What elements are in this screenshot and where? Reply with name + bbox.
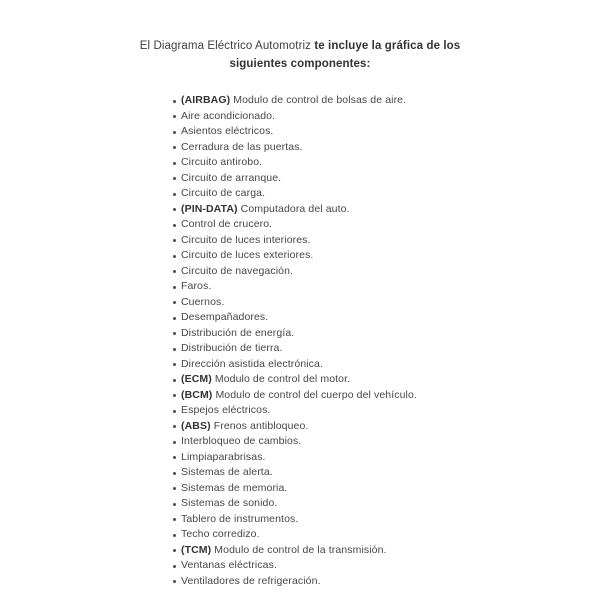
component-text: Sistemas de sonido.: [181, 497, 278, 509]
list-item: [181, 186, 560, 202]
component-text: Espejos eléctricos.: [181, 404, 271, 416]
list-item: [181, 202, 560, 218]
list-item: [181, 310, 560, 326]
component-text: Circuito de luces interiores.: [181, 233, 311, 246]
list-item: [181, 543, 560, 559]
component-text: Frenos antibloqueo.: [213, 419, 309, 432]
list-item: [181, 233, 560, 249]
list-item: [181, 527, 560, 543]
list-item: [181, 388, 560, 404]
component-text: Circuito de arranque.: [181, 171, 282, 184]
list-item: [181, 248, 560, 264]
component-code: (BCM): [181, 388, 213, 401]
list-item: [181, 419, 560, 435]
component-text: Distribución de tierra.: [181, 342, 283, 354]
component-text: Control de crucero.: [181, 218, 273, 230]
component-list: [0, 93, 600, 589]
list-item: [181, 93, 560, 109]
list-item: [181, 217, 560, 233]
component-text: Sistemas de memoria.: [181, 481, 288, 494]
list-item: [181, 171, 560, 187]
component-text: Asientos eléctricos.: [181, 125, 274, 137]
component-text: Dirección asistida electrónica.: [181, 357, 323, 370]
component-text: Tablero de instrumentos.: [181, 512, 299, 525]
component-text: Ventiladores de refrigeración.: [181, 574, 321, 587]
component-text: Sistemas de alerta.: [181, 466, 273, 478]
list-item: [181, 109, 560, 125]
list-item: [181, 403, 560, 419]
component-code: (PIN-DATA): [181, 202, 238, 215]
list-item: [181, 372, 560, 388]
component-text: Interbloqueo de cambios.: [181, 435, 302, 447]
list-item: [181, 465, 560, 481]
component-text: Cuernos.: [181, 295, 225, 308]
component-text: Modulo de control del cuerpo del vehículo.: [215, 388, 417, 401]
component-text: Desempañadores.: [181, 311, 269, 323]
list-item: [181, 264, 560, 280]
component-text: Techo corredizo.: [181, 528, 260, 540]
component-text: Modulo de control de la transmisión.: [214, 543, 387, 556]
list-item: [181, 357, 560, 373]
list-item: [181, 341, 560, 357]
component-code: (TCM): [181, 543, 212, 556]
component-code: (ECM): [181, 373, 212, 385]
page-title: [119, 38, 481, 73]
list-item: [181, 496, 560, 512]
component-text: Faros.: [181, 280, 212, 292]
list-item: [181, 279, 560, 295]
list-item: [181, 295, 560, 311]
component-text: Distribución de energía.: [181, 326, 295, 339]
component-text: Aire acondicionado.: [181, 109, 276, 122]
component-text: Circuito de luces exteriores.: [181, 249, 314, 261]
list-item: [181, 450, 560, 466]
list-item: [181, 140, 560, 156]
list-item: [181, 574, 560, 590]
component-text: Computadora del auto.: [240, 202, 350, 215]
component-code: (AIRBAG): [181, 94, 231, 106]
component-text: Ventanas eléctricas.: [181, 559, 277, 571]
component-text: Circuito de carga.: [181, 187, 266, 199]
list-item: [181, 155, 560, 171]
component-text: Circuito de navegación.: [181, 264, 294, 277]
component-text: Modulo de control del motor.: [214, 373, 351, 385]
list-item: [181, 434, 560, 450]
component-text: Limpiaparabrisas.: [181, 450, 266, 463]
component-text: Cerradura de las puertas.: [181, 140, 303, 153]
component-text: Modulo de control de bolsas de aire.: [233, 94, 407, 106]
list-item: [181, 558, 560, 574]
component-text: Circuito antirobo.: [181, 156, 263, 168]
list-item: [181, 326, 560, 342]
component-code: (ABS): [181, 419, 211, 432]
list-item: [181, 481, 560, 497]
list-item: [181, 512, 560, 528]
list-item: [181, 124, 560, 140]
page-title-bold: te incluye la gráfica de los siguientes componentes:: [229, 40, 461, 70]
page-title-regular: El Diagrama Eléctrico Automotriz: [139, 40, 312, 52]
